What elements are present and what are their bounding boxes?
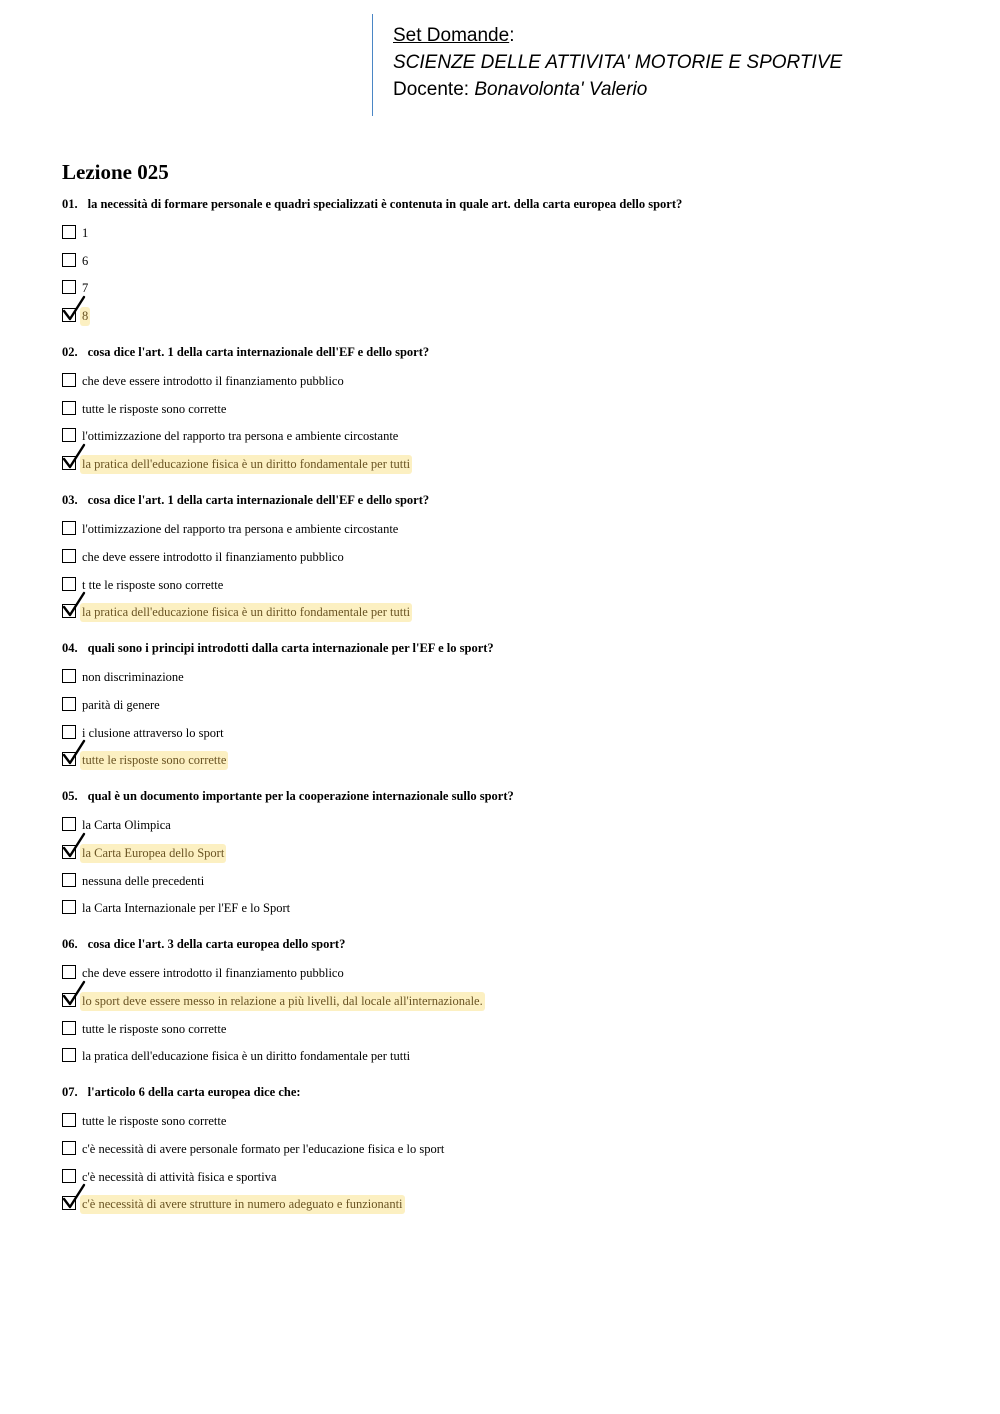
question-label: cosa dice l'art. 1 della carta internazionale dell'EF e dello sport?: [87, 493, 430, 508]
answer-checkbox[interactable]: [62, 965, 76, 979]
answer-option[interactable]: [62, 603, 942, 623]
question-3: [62, 492, 942, 623]
question-number: 04.: [62, 641, 78, 656]
teacher-line: [393, 76, 932, 103]
answer-text: l'ottimizzazione del rapporto tra persona e ambiente circostante: [82, 429, 399, 444]
answer-checkbox[interactable]: [62, 1141, 76, 1155]
answer-text: i clusione attraverso lo sport: [82, 725, 224, 740]
answer-option[interactable]: [62, 576, 942, 596]
answer-text: 1: [82, 226, 89, 240]
question-number: 05.: [62, 789, 78, 804]
answer-option[interactable]: [62, 520, 942, 540]
answer-checkbox[interactable]: [62, 549, 76, 563]
question-text: [62, 196, 942, 216]
course-name: SCIENZE DELLE ATTIVITA' MOTORIE E SPORTIVE: [393, 52, 843, 73]
answer-text: che deve essere introdotto il finanziamento pubblico: [82, 374, 344, 389]
answer-text: non discriminazione: [82, 670, 184, 685]
answer-checkbox[interactable]: [62, 1021, 76, 1035]
answer-option[interactable]: [62, 224, 942, 244]
answer-checkbox[interactable]: [62, 280, 76, 294]
question-5: [62, 788, 942, 919]
lesson-title: Lezione 025: [62, 160, 169, 184]
question-text: [62, 344, 942, 364]
question-4: [62, 640, 942, 771]
answer-text: la pratica dell'educazione fisica è un diritto fondamentale per tutti: [80, 603, 412, 622]
answer-checkbox[interactable]: [62, 253, 76, 267]
answer-option[interactable]: [62, 696, 942, 716]
answer-text: lo sport deve essere messo in relazione a più livelli, dal locale all'internazionale.: [80, 992, 485, 1011]
question-number: 03.: [62, 493, 78, 508]
answer-option[interactable]: [62, 1140, 942, 1160]
question-text: [62, 936, 942, 956]
answer-text: parità di genere: [82, 697, 160, 712]
teacher-name: Bonavolonta' Valerio: [474, 79, 648, 100]
answer-option[interactable]: [62, 1168, 942, 1188]
answer-option[interactable]: [62, 844, 942, 864]
set-line: [393, 22, 932, 49]
question-label: qual è un documento importante per la cooperazione internazionale sullo sport?: [87, 789, 514, 804]
answer-checkbox[interactable]: [62, 752, 76, 766]
question-6: [62, 936, 942, 1067]
answer-text: nessuna delle precedenti: [82, 873, 205, 888]
answer-text: c'è necessità di avere personale formato per l'educazione fisica e lo sport: [82, 1142, 445, 1157]
answer-option[interactable]: [62, 455, 942, 475]
answer-text: c'è necessità di avere strutture in numero adeguato e funzionanti: [80, 1195, 405, 1214]
answer-text: la pratica dell'educazione fisica è un diritto fondamentale per tutti: [80, 455, 412, 474]
answer-checkbox[interactable]: [62, 697, 76, 711]
answer-text: tutte le risposte sono corrette: [82, 1021, 227, 1036]
answer-option[interactable]: [62, 548, 942, 568]
answer-checkbox[interactable]: [62, 225, 76, 239]
answer-checkbox[interactable]: [62, 1113, 76, 1127]
answer-checkbox[interactable]: [62, 401, 76, 415]
question-number: 06.: [62, 937, 78, 952]
answer-option[interactable]: [62, 751, 942, 771]
question-label: cosa dice l'art. 1 della carta internazionale dell'EF e dello sport?: [87, 345, 430, 360]
answer-text: c'è necessità di attività fisica e sportiva: [82, 1169, 277, 1184]
question-number: 07.: [62, 1085, 78, 1100]
answer-option[interactable]: [62, 1112, 942, 1132]
answer-text: tutte le risposte sono corrette: [80, 751, 228, 770]
answer-text: la Carta Olimpica: [82, 818, 171, 833]
question-7: [62, 1084, 942, 1215]
question-label: cosa dice l'art. 3 della carta europea dello sport?: [87, 937, 346, 952]
answer-option[interactable]: [62, 1195, 942, 1215]
answer-option[interactable]: [62, 1020, 942, 1040]
answer-checkbox[interactable]: [62, 845, 76, 859]
answer-option[interactable]: [62, 872, 942, 892]
answer-option[interactable]: [62, 372, 942, 392]
answer-option[interactable]: [62, 1047, 942, 1067]
answer-checkbox[interactable]: [62, 993, 76, 1007]
answer-text: tutte le risposte sono corrette: [82, 1114, 227, 1129]
answer-text: la pratica dell'educazione fisica è un diritto fondamentale per tutti: [82, 1049, 411, 1064]
answer-text: 6: [82, 253, 89, 268]
set-colon: :: [509, 25, 515, 46]
answer-checkbox[interactable]: [62, 1169, 76, 1183]
answer-checkbox[interactable]: [62, 725, 76, 739]
answer-option[interactable]: [62, 668, 942, 688]
answer-checkbox[interactable]: [62, 669, 76, 683]
answer-text: l'ottimizzazione del rapporto tra persona e ambiente circostante: [82, 522, 399, 537]
set-label: Set Domande: [393, 25, 510, 46]
question-text: [62, 492, 942, 512]
answer-checkbox[interactable]: [62, 373, 76, 387]
question-2: [62, 344, 942, 475]
answer-option[interactable]: [62, 816, 942, 836]
question-label: l'articolo 6 della carta europea dice che:: [87, 1085, 301, 1100]
answer-text: che deve essere introdotto il finanziamento pubblico: [82, 966, 344, 981]
question-number: 01.: [62, 197, 78, 211]
question-text: [62, 1084, 942, 1104]
answer-checkbox[interactable]: [62, 521, 76, 535]
question-label: quali sono i principi introdotti dalla carta internazionale per l'EF e lo sport?: [87, 641, 494, 656]
answer-option[interactable]: [62, 724, 942, 744]
answer-checkbox[interactable]: [62, 577, 76, 591]
answer-text: la Carta Internazionale per l'EF e lo Sport: [82, 901, 291, 916]
answer-option[interactable]: [62, 400, 942, 420]
answer-option[interactable]: [62, 279, 942, 299]
answer-checkbox[interactable]: [62, 308, 76, 322]
answer-text: tutte le risposte sono corrette: [82, 401, 227, 416]
question-text: [62, 640, 942, 660]
questions-list: [62, 196, 942, 1232]
answer-checkbox[interactable]: [62, 456, 76, 470]
answer-checkbox[interactable]: [62, 817, 76, 831]
question-label: la necessità di formare personale e quadri specializzati è contenuta in quale art. della carta europea dello sport?: [87, 197, 683, 211]
question-number: 02.: [62, 345, 78, 360]
answer-option[interactable]: [62, 307, 942, 327]
answer-checkbox[interactable]: [62, 1048, 76, 1062]
answer-text: t tte le risposte sono corrette: [82, 577, 224, 592]
answer-checkbox[interactable]: [62, 873, 76, 887]
answer-checkbox[interactable]: [62, 428, 76, 442]
answer-text: la Carta Europea dello Sport: [80, 844, 226, 863]
answer-text: 8: [80, 307, 90, 326]
answer-option[interactable]: [62, 427, 942, 447]
answer-checkbox[interactable]: [62, 604, 76, 618]
answer-checkbox[interactable]: [62, 900, 76, 914]
answer-option[interactable]: [62, 992, 942, 1012]
answer-text: che deve essere introdotto il finanziamento pubblico: [82, 549, 344, 564]
answer-option[interactable]: [62, 899, 942, 919]
teacher-label: Docente:: [393, 79, 475, 100]
answer-option[interactable]: [62, 252, 942, 272]
document-header: [372, 14, 932, 116]
question-1: [62, 196, 942, 327]
answer-checkbox[interactable]: [62, 1196, 76, 1210]
answer-option[interactable]: [62, 964, 942, 984]
answer-text: 7: [82, 281, 89, 296]
question-text: [62, 788, 942, 808]
